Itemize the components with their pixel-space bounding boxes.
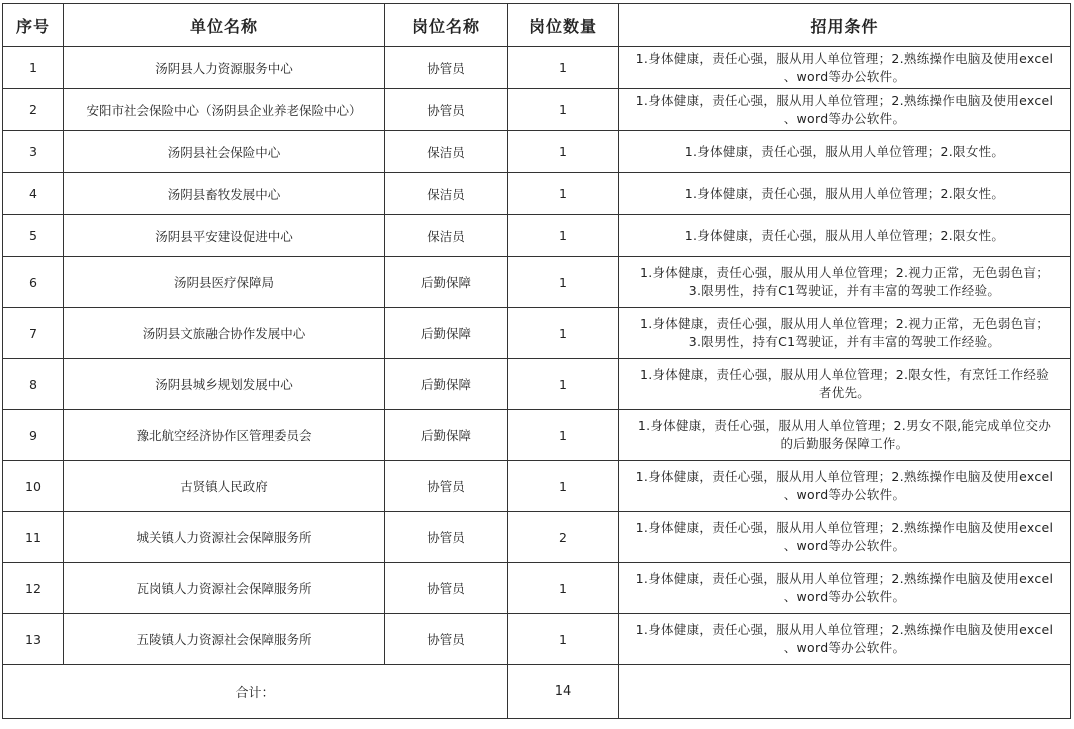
cell-requirements <box>619 47 1071 89</box>
total-blank <box>619 665 1071 719</box>
cell-unit: 汤阴县人力资源服务中心 <box>64 47 385 89</box>
cell-no: 10 <box>3 461 64 512</box>
cell-post: 保洁员 <box>385 131 508 173</box>
cell-post: 保洁员 <box>385 173 508 215</box>
requirements-line-1: 1.身体健康，责任心强，服从用人单位管理；2.熟练操作电脑及使用excel <box>635 50 1054 66</box>
cell-post: 保洁员 <box>385 215 508 257</box>
cell-count: 2 <box>508 512 619 563</box>
requirements-line-2: 、word等办公软件。 <box>783 589 906 604</box>
requirements-line-1: 1.身体健康，责任心强，服从用人单位管理；2.限女性。 <box>684 143 1005 159</box>
cell-post: 后勤保障 <box>385 308 508 359</box>
requirements-line-2: 、word等办公软件。 <box>783 487 906 502</box>
requirements-line-2: 、word等办公软件。 <box>783 538 906 553</box>
requirements-line-1: 1.身体健康，责任心强，服从用人单位管理；2.熟练操作电脑及使用excel <box>635 571 1054 586</box>
requirements-line-1: 1.身体健康，责任心强，服从用人单位管理；2.熟练操作电脑及使用excel <box>635 469 1054 484</box>
cell-post: 协管员 <box>385 89 508 131</box>
cell-unit: 汤阴县医疗保障局 <box>64 257 385 308</box>
cell-requirements <box>619 410 1071 461</box>
cell-post: 后勤保障 <box>385 359 508 410</box>
cell-unit: 古贤镇人民政府 <box>64 461 385 512</box>
requirements-line-1: 1.身体健康，责任心强，服从用人单位管理；2.男女不限,能完成单位交办 <box>637 418 1052 433</box>
cell-post: 协管员 <box>385 512 508 563</box>
requirements-line-2: 者优先。 <box>818 385 871 400</box>
total-row <box>3 665 1071 719</box>
cell-requirements <box>619 215 1071 257</box>
requirements-line-2: 、word等办公软件。 <box>783 110 906 126</box>
cell-requirements <box>619 131 1071 173</box>
cell-count: 1 <box>508 173 619 215</box>
header-count: 岗位数量 <box>508 4 619 47</box>
cell-requirements <box>619 89 1071 131</box>
header-post: 岗位名称 <box>385 4 508 47</box>
cell-post: 协管员 <box>385 563 508 614</box>
table-row <box>3 308 1071 359</box>
cell-no: 2 <box>3 89 64 131</box>
cell-count: 1 <box>508 359 619 410</box>
cell-no: 8 <box>3 359 64 410</box>
cell-count: 1 <box>508 47 619 89</box>
cell-post: 后勤保障 <box>385 410 508 461</box>
cell-requirements <box>619 512 1071 563</box>
cell-unit: 安阳市社会保险中心（汤阴县企业养老保险中心） <box>64 89 385 131</box>
table-row <box>3 173 1071 215</box>
cell-count: 1 <box>508 308 619 359</box>
cell-unit: 城关镇人力资源社会保障服务所 <box>64 512 385 563</box>
table-row <box>3 359 1071 410</box>
header-row <box>3 4 1071 47</box>
requirements-line-1: 1.身体健康，责任心强，服从用人单位管理；2.视力正常，无色弱色盲； <box>639 316 1050 331</box>
header-no: 序号 <box>3 4 64 47</box>
total-label: 合计： <box>3 665 508 719</box>
requirements-line-2: 、word等办公软件。 <box>783 68 906 84</box>
requirements-line-2: 的后勤服务保障工作。 <box>780 436 909 451</box>
table-row <box>3 563 1071 614</box>
table-row <box>3 215 1071 257</box>
cell-unit: 汤阴县文旅融合协作发展中心 <box>64 308 385 359</box>
cell-count: 1 <box>508 461 619 512</box>
table-row <box>3 614 1071 665</box>
table-row <box>3 461 1071 512</box>
cell-unit: 瓦岗镇人力资源社会保障服务所 <box>64 563 385 614</box>
cell-requirements <box>619 308 1071 359</box>
requirements-line-2: 、word等办公软件。 <box>783 640 906 655</box>
requirements-line-2: 3.限男性，持有C1驾驶证，并有丰富的驾驶工作经验。 <box>688 283 1001 298</box>
cell-requirements <box>619 359 1071 410</box>
table-row <box>3 512 1071 563</box>
cell-count: 1 <box>508 410 619 461</box>
cell-count: 1 <box>508 215 619 257</box>
cell-requirements <box>619 461 1071 512</box>
requirements-line-2: 3.限男性，持有C1驾驶证，并有丰富的驾驶工作经验。 <box>688 334 1001 349</box>
cell-count: 1 <box>508 563 619 614</box>
cell-post: 协管员 <box>385 47 508 89</box>
header-unit: 单位名称 <box>64 4 385 47</box>
cell-requirements <box>619 257 1071 308</box>
cell-no: 5 <box>3 215 64 257</box>
cell-no: 6 <box>3 257 64 308</box>
cell-unit: 豫北航空经济协作区管理委员会 <box>64 410 385 461</box>
cell-unit: 汤阴县畜牧发展中心 <box>64 173 385 215</box>
recruitment-table <box>2 3 1071 719</box>
total-count: 14 <box>508 665 619 719</box>
cell-post: 协管员 <box>385 614 508 665</box>
cell-count: 1 <box>508 89 619 131</box>
cell-unit: 汤阴县平安建设促进中心 <box>64 215 385 257</box>
requirements-line-1: 1.身体健康，责任心强，服从用人单位管理；2.熟练操作电脑及使用excel <box>635 520 1054 535</box>
cell-no: 7 <box>3 308 64 359</box>
cell-requirements <box>619 614 1071 665</box>
cell-no: 4 <box>3 173 64 215</box>
cell-post: 协管员 <box>385 461 508 512</box>
cell-count: 1 <box>508 257 619 308</box>
cell-no: 9 <box>3 410 64 461</box>
cell-no: 3 <box>3 131 64 173</box>
table-row <box>3 89 1071 131</box>
table-row <box>3 131 1071 173</box>
requirements-line-1: 1.身体健康，责任心强，服从用人单位管理；2.熟练操作电脑及使用excel <box>635 92 1054 108</box>
cell-requirements <box>619 563 1071 614</box>
table-row <box>3 410 1071 461</box>
requirements-line-1: 1.身体健康，责任心强，服从用人单位管理；2.限女性，有烹饪工作经验 <box>639 367 1050 382</box>
cell-no: 12 <box>3 563 64 614</box>
cell-no: 13 <box>3 614 64 665</box>
requirements-line-1: 1.身体健康，责任心强，服从用人单位管理；2.视力正常，无色弱色盲； <box>639 265 1050 280</box>
requirements-line-1: 1.身体健康，责任心强，服从用人单位管理；2.限女性。 <box>684 227 1005 243</box>
table-row <box>3 257 1071 308</box>
requirements-line-1: 1.身体健康，责任心强，服从用人单位管理；2.限女性。 <box>684 185 1005 201</box>
cell-unit: 五陵镇人力资源社会保障服务所 <box>64 614 385 665</box>
cell-count: 1 <box>508 614 619 665</box>
cell-unit: 汤阴县社会保险中心 <box>64 131 385 173</box>
header-requirements: 招用条件 <box>619 4 1071 47</box>
table-body <box>3 47 1071 665</box>
requirements-line-1: 1.身体健康，责任心强，服从用人单位管理；2.熟练操作电脑及使用excel <box>635 622 1054 637</box>
cell-no: 11 <box>3 512 64 563</box>
table-row <box>3 47 1071 89</box>
cell-no: 1 <box>3 47 64 89</box>
cell-requirements <box>619 173 1071 215</box>
cell-unit: 汤阴县城乡规划发展中心 <box>64 359 385 410</box>
cell-post: 后勤保障 <box>385 257 508 308</box>
cell-count: 1 <box>508 131 619 173</box>
